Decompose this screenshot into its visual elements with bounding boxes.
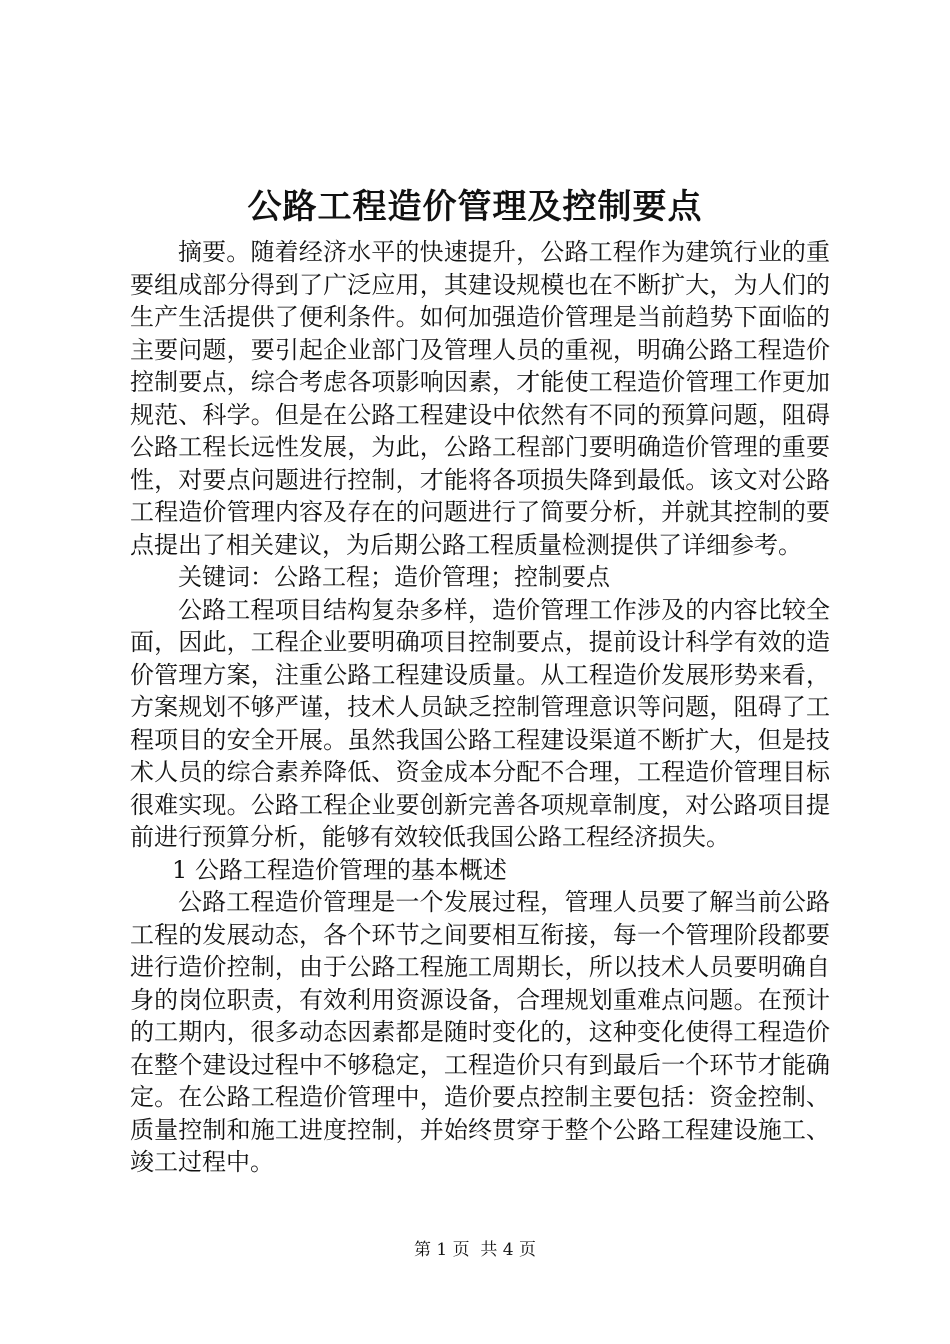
intro-paragraph: 公路工程项目结构复杂多样，造价管理工作涉及的内容比较全面，因此，工程企业要明确项目控制要点，提前设计科学有效的造价管理方案，注重公路工程建设质量。从工程造价发展形势来看，方案规划不够严谨，技术人员缺乏控制管理意识等问题，阻碍了工程项目的安全开展。虽然我国公路工程建设渠道不断扩大，但是技术人员的综合素养降低、资金成本分配不合理，工程造价管理目标很难实现。公路工程企业要创新完善各项规章制度，对公路项目提前进行预算分析，能够有效较低我国公路工程经济损失。	[130, 595, 830, 851]
page-footer	[0, 1238, 950, 1262]
page-total: 共 4 页	[480, 1240, 537, 1260]
section-paragraph: 公路工程造价管理是一个发展过程，管理人员要了解当前公路工程的发展动态，各个环节之间要相互衔接，每一个管理阶段都要进行造价控制，由于公路工程施工周期长，所以技术人员要明确自身的岗位职责，有效利用资源设备，合理规划重难点问题。在预计的工期内，很多动态因素都是随时变化的，这种变化使得工程造价在整个建设过程中不够稳定，工程造价只有到最后一个环节才能确定。在公路工程造价管理中，造价要点控制主要包括：资金控制、质量控制和施工进度控制，并始终贯穿于整个公路工程建设施工、竣工过程中。	[130, 888, 830, 1176]
abstract-paragraph: 摘要。随着经济水平的快速提升，公路工程作为建筑行业的重要组成部分得到了广泛应用，其建设规模也在不断扩大，为人们的生产生活提供了便利条件。如何加强造价管理是当前趋势下面临的主要问题，要引起企业部门及管理人员的重视，明确公路工程造价控制要点，综合考虑各项影响因素，才能使工程造价管理工作更加规范、科学。但是在公路工程建设中依然有不同的预算问题，阻碍公路工程长远性发展，为此，公路工程部门要明确造价管理的重要性，对要点问题进行控制，才能将各项损失降到最低。该文对公路工程造价管理内容及存在的问题进行了简要分析，并就其控制的要点提出了相关建议，为后期公路工程质量检测提供了详细参考。	[130, 238, 830, 559]
page-number: 第 1 页	[413, 1240, 470, 1260]
keywords-paragraph: 关键词：公路工程；造价管理；控制要点	[178, 563, 610, 591]
section-heading: 1 公路工程造价管理的基本概述	[172, 855, 507, 884]
document-title: 公路工程造价管理及控制要点	[247, 187, 703, 227]
document-body	[130, 236, 830, 1179]
